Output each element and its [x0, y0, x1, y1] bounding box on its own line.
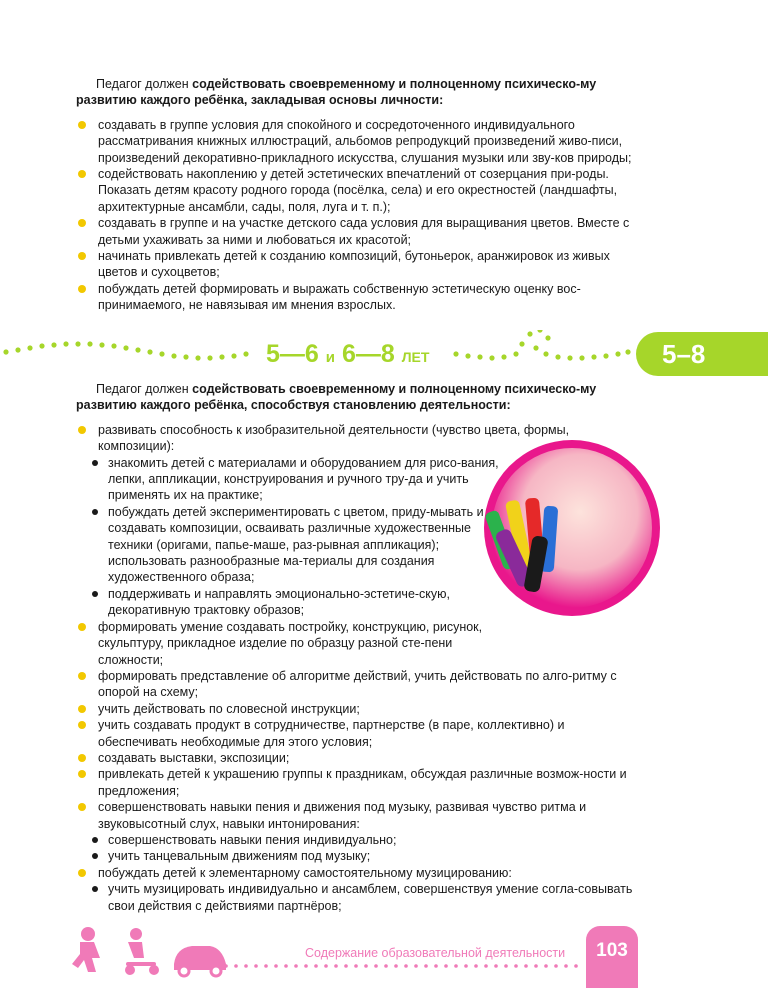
sub-bullet-icon — [92, 853, 98, 859]
page-number-tab — [586, 926, 638, 988]
list-item: привлекать детей к украшению группы к праздникам, обсуждая различные возмож-ности и предложения; — [76, 766, 634, 799]
sub-list-item: побуждать детей экспериментировать с цветом, приду-мывать и создавать композиции, осваивать различные художественные техники (оригами, папье-маше, раз-рывная аппликация); использовать разнообразные ма-териалы для создания художественного образа; — [76, 504, 506, 586]
list-item: создавать в группе условия для спокойного и сосредоточенного индивидуального рассматривания книжных иллюстраций, альбомов репродукций произведений живо-писи, произведений декоративно-прикладного искусства, слушания музыки или зву-ков природы; — [76, 117, 634, 166]
list-item: учить действовать по словесной инструкции; — [76, 701, 634, 717]
list-item: побуждать детей к элементарному самостоятельному музицированию: — [76, 865, 634, 881]
list-item: создавать выставки, экспозиции; — [76, 750, 634, 766]
list-item: совершенствовать навыки пения и движения под музыку, развивая чувство ритма и звуковысотный слух, навыки интонирования: — [76, 799, 634, 832]
sub-list-item: учить танцевальным движениям под музыку; — [76, 848, 634, 864]
section-1 — [76, 76, 634, 314]
page-number: 103 — [596, 940, 628, 961]
section-1-intro: Педагог должен содействовать своевременному и полноценному психическо-му развитию каждого ребёнка, закладывая основы личности: — [76, 77, 597, 108]
sub-bullet-icon — [92, 837, 98, 843]
section-2 — [76, 381, 634, 914]
bullet-icon — [78, 770, 86, 778]
kids-icons — [70, 924, 230, 980]
sub-list-item: знакомить детей с материалами и оборудованием для рисо-вания, лепки, аппликации, конструирования и ручного тру-да и учить применять их на практике; — [76, 455, 506, 504]
scooter-child-icon — [128, 942, 144, 958]
sub-bullet-icon — [92, 460, 98, 466]
bullet-icon — [78, 285, 86, 293]
age-tab: 5–8 — [636, 332, 768, 376]
bullet-icon — [78, 672, 86, 680]
sub-list-item: учить музицировать индивидуально и ансамблем, совершенствуя умение согла-совывать свои действия с действиями партнёров; — [76, 881, 634, 914]
child-head-icon — [81, 927, 95, 941]
section-2-intro: Педагог должен содействовать своевременному и полноценному психическо-му развитию каждого ребёнка, способствуя становлению деятельности: — [76, 382, 597, 413]
bullet-icon — [78, 426, 86, 434]
scooter-child-head-icon — [130, 928, 142, 940]
list-item: учить создавать продукт в сотрудничестве, партнерстве (в паре, коллективно) и обеспечивать необходимые для этого условия; — [76, 717, 634, 750]
bullet-icon — [78, 754, 86, 762]
footer-section-title: Содержание образовательной деятельности — [305, 946, 566, 960]
bullet-icon — [78, 721, 86, 729]
list-item: содействовать накоплению у детей эстетических впечатлений от созерцания при-роды. Показать детям красоту родного города (посёлка, села) и его окрестностей (ландшафты, архитектурные ансамбли, сады, поля, луга и т. п.); — [76, 166, 634, 215]
list-item: формировать умение создавать постройку, конструкцию, рисунок, скульптуру, прикладное изделие по образцу разной сте-пени сложности; — [76, 619, 503, 668]
sub-bullet-icon — [92, 886, 98, 892]
bullet-icon — [78, 170, 86, 178]
bullet-icon — [78, 803, 86, 811]
sub-list-item: поддерживать и направлять эмоционально-эстетиче-скую, декоративную трактовку образов; — [76, 586, 506, 619]
footer-dotted-line — [222, 962, 588, 970]
list-item: побуждать детей формировать и выражать собственную эстетическую оценку вос-принимаемого, не навязывая им мнения взрослых. — [76, 281, 634, 314]
bullet-icon — [78, 869, 86, 877]
sub-list-item: совершенствовать навыки пения индивидуально; — [76, 832, 634, 848]
bullet-icon — [78, 623, 86, 631]
age-group-title: 5—6 и 6—8 ЛЕТ — [266, 340, 430, 368]
bullet-icon — [78, 219, 86, 227]
bullet-icon — [78, 121, 86, 129]
running-child-icon — [72, 942, 100, 972]
sub-bullet-icon — [92, 591, 98, 597]
list-item: создавать в группе и на участке детского сада условия для выращивания цветов. Вместе с детьми ухаживать за ними и любоваться их красотой; — [76, 215, 634, 248]
list-item: начинать привлекать детей к созданию композиций, бутоньерок, аранжировок из живых цветов и сухоцветов; — [76, 248, 634, 281]
bullet-icon — [78, 705, 86, 713]
sub-bullet-icon — [92, 509, 98, 515]
list-item: развивать способность к изобразительной деятельности (чувство цвета, формы, композиции): — [76, 422, 634, 455]
list-item: формировать представление об алгоритме действий, учить действовать по алго-ритму с опорой на схему; — [76, 668, 634, 701]
bullet-icon — [78, 252, 86, 260]
